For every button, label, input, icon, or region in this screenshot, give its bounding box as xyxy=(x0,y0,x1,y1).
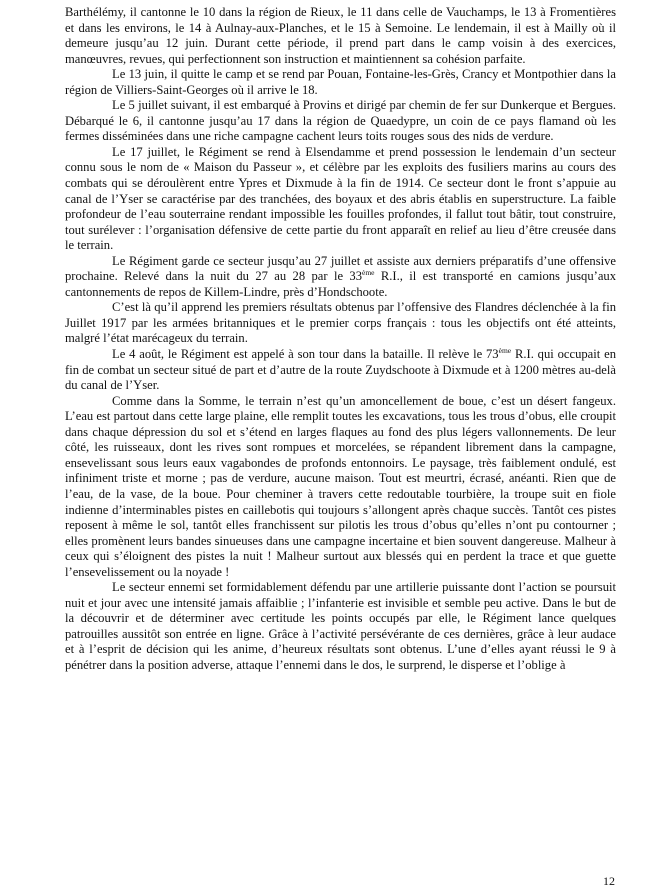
paragraph-text: R.I. qui occupait en fin de combat un secteur situé de part et d’autre de la route Zuydschoote à Dixmude et à 1200 mètres au-delà du canal de l’Yser. xyxy=(65,347,616,393)
superscript-text: ème xyxy=(362,268,375,278)
paragraph xyxy=(65,580,616,673)
paragraph-text: Comme dans la Somme, le terrain n’est qu’un amoncellement de boue, c’est un désert fangeux. L’eau est partout dans cette large plaine, elle remplit toutes les excavations, tous les trous d’obus, elle croupit dans chaque dépression du sol et s’étend en larges flaques au fond des plus légers vallonnements. De leur côté, les ruisseaux, dont les rives sont rompues et morcelées, se répandent librement dans la campagne, ensevelissant sous leurs eaux vagabondes de profonds entonnoirs. Le paysage, très faiblement ondulé, est infiniment triste et morne ; pas de verdure, aucune maison. Tout est meurtri, écrasé, anéanti. Rien que de l’eau, de la vase, de la boue. Pour cheminer à travers cette redoutable tourbière, la troupe suit en fiole indienne d’interminables pistes en caillebotis qui toujours s’allongent après chaque succès. Tantôt ces pistes reposent à même le sol, tantôt elles franchissent sur pilotis les trous d’obus qu’elles n’ont pu contourner ; elles promènent leurs bandes sinueuses dans une campagne incertaine et bien souvent dangereuse. Malheur à ceux qui s’éloignent des pistes la nuit ! Malheur surtout aux blessés qui en perdent la trace et que guette l’ensevelissement ou la noyade ! xyxy=(65,393,616,579)
paragraph-text: R.I., il est transporté en camions jusqu’aux cantonnements de repos de Killem-Lindre, près d’Hondschoote. xyxy=(65,269,616,299)
body-text xyxy=(65,5,616,674)
paragraph-text: Le 13 juin, il quitte le camp et se rend par Pouan, Fontaine-les-Grès, Crancy et Montpothier dans la région de Villiers-Saint-Georges où il arrive le 18. xyxy=(65,67,616,97)
paragraph xyxy=(65,145,616,254)
page-number: 12 xyxy=(603,874,615,888)
paragraph-text: Le Régiment garde ce secteur jusqu’au 27 juillet et assiste aux derniers préparatifs d’une offensive prochaine. Relevé dans la nuit du 27 au 28 par le 33 xyxy=(65,253,616,284)
paragraph-text: Le secteur ennemi set formidablement défendu par une artillerie puissante dont l’action se poursuit nuit et jour avec une intensité jamais affaiblie ; l’infanterie est invisible et semble peu active. Dans le but de la découvrir et de déterminer avec certitude les points occupés par elle, le Régiment lance quelques patrouilles aussitôt son entrée en ligne. Grâce à l’activité persévérante de ces dernières, grâce à leur audace et à l’esprit de décision qui les anime, d’heureux résultats sont obtenus. L’une d’elles ayant réussi le 9 à pénétrer dans la position adverse, attaque l’ennemi dans le dos, le surprend, le disperse et l’oblige à xyxy=(65,580,616,672)
paragraph xyxy=(65,347,616,394)
paragraph xyxy=(65,254,616,301)
paragraph xyxy=(65,98,616,145)
superscript-text: ème xyxy=(498,345,512,355)
paragraph xyxy=(65,300,616,347)
paragraph xyxy=(65,5,616,67)
paragraph-text: C’est là qu’il apprend les premiers résultats obtenus par l’offensive des Flandres déclenchée à la fin Juillet 1917 par les armées britanniques et le premier corps français : tous les objectifs ont été atteints, malgré l’état marécageux du terrain. xyxy=(65,300,616,346)
paragraph-text: Barthélémy, il cantonne le 10 dans la région de Rieux, le 11 dans celle de Vauchamps, le 13 à Fromentières et dans les environs, le 14 à Aulnay-aux-Planches, et le 15 à Semoine. Le lendemain, il est à Mailly où il demeure jusqu’au 12 juin. Durant cette période, il prend part dans le camp voisin à des exercices, manœuvres, revues, qui perfectionnent son instruction et maintiennent sa cohésion parfaite. xyxy=(65,5,616,66)
paragraph xyxy=(65,67,616,98)
paragraph-text: Le 17 juillet, le Régiment se rend à Elsendamme et prend possession le lendemain d’un secteur connu sous le nom de « Maison du Passeur », et célèbre par les exploits des fusiliers marins au cours des combats qui se déroulèrent entre Ypres et Dixmude à la fin de 1914. Ce secteur dont le front s’appuie au canal de l’Yser se caractérise par des tranchées, des boyaux et des abris établis en superstructure. La faible profondeur de l’eau souterraine rendant impossible les fouilles profondes, il fallut tout bâtir, tout construire, tout surélever : l’organisation défensive de cette partie du front apparaît en relief au lieu d’être creusée dans le terrain. xyxy=(65,144,616,253)
paragraph xyxy=(65,394,616,581)
paragraph-text: Le 5 juillet suivant, il est embarqué à Provins et dirigé par chemin de fer sur Dunkerque et Bergues. Débarqué le 6, il cantonne jusqu’au 17 dans la région de Quaedypre, un coin de ce pays flamand où les fermes disséminées dans une riche campagne cachent leurs toits rouges sous des nids de verdure. xyxy=(65,98,616,144)
paragraph-text: Le 4 août, le Régiment est appelé à son tour dans la bataille. Il relève le 73 xyxy=(112,347,499,362)
